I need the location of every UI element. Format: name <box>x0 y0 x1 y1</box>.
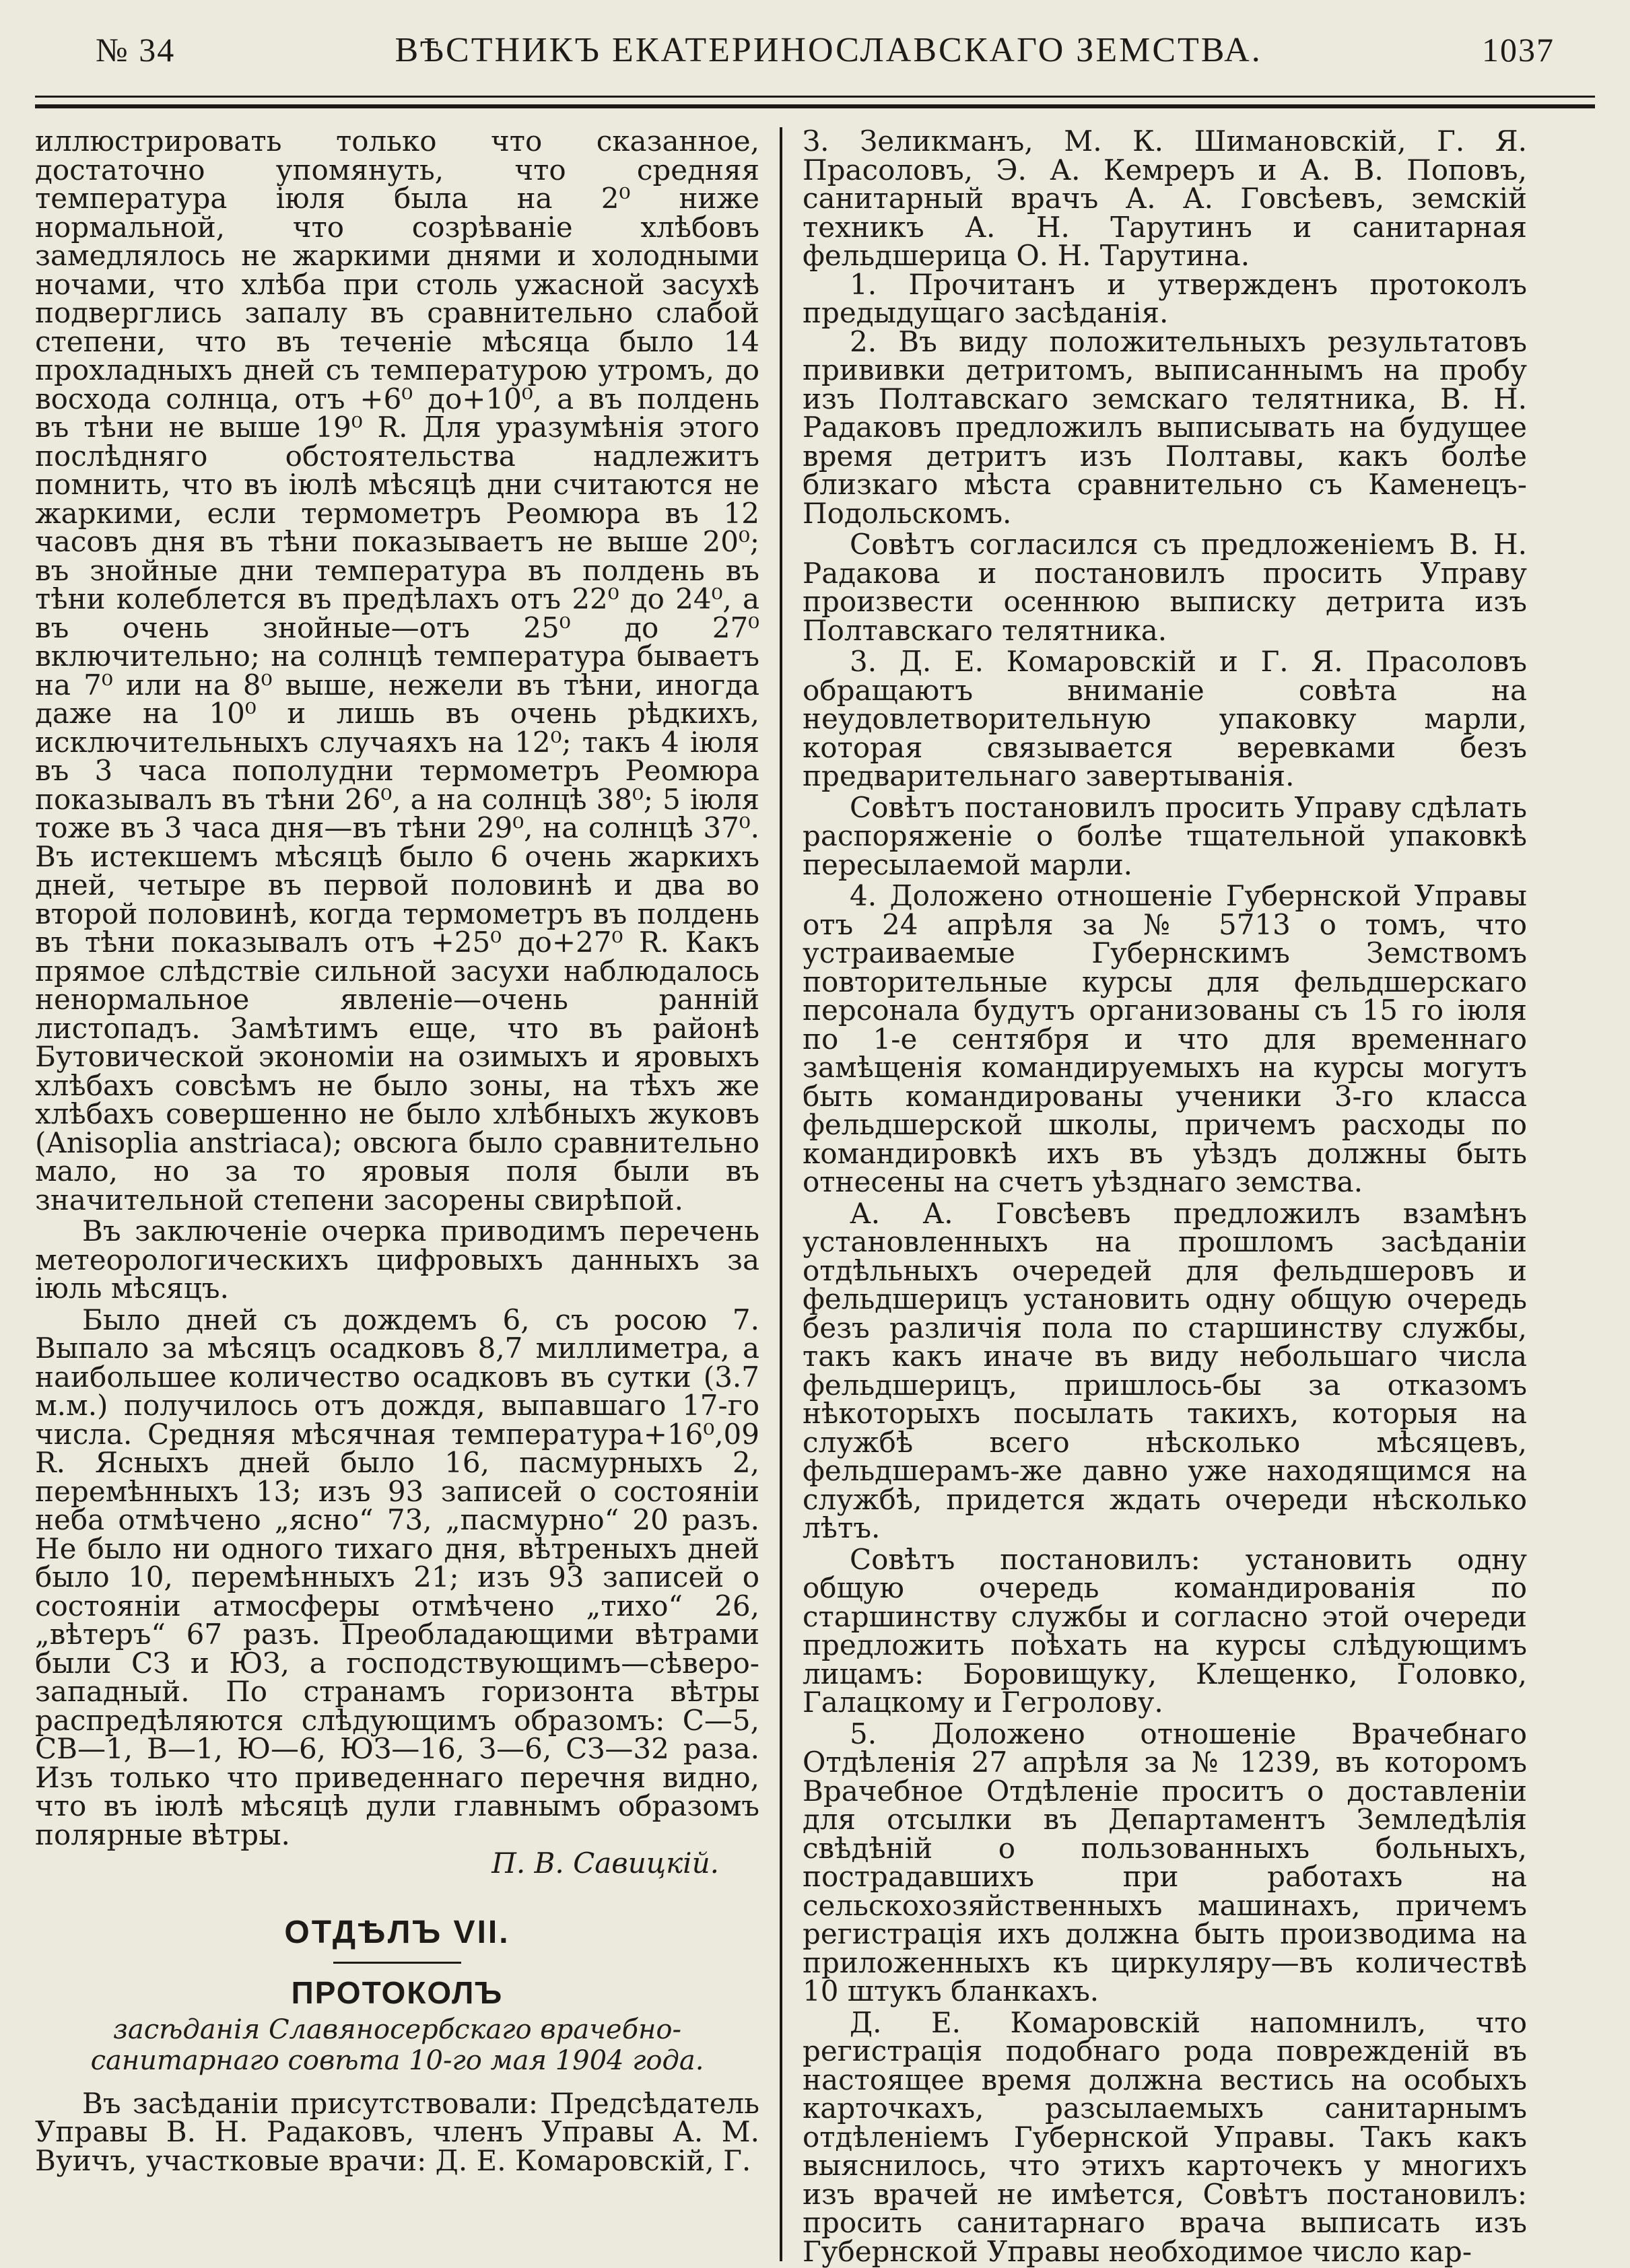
author-signature: П. В. Савицкій. <box>491 1847 719 1880</box>
journal-title: ВѢСТНИКЪ ЕКАТЕРИНОСЛАВСКАГО ЗЕМСТВА. <box>395 30 1262 69</box>
paragraph: Д. Е. Комаровскій напомнилъ, что регистрація подобнаго рода поврежденій въ настоящее время должна вестись на особыхъ карточкахъ, разсылаемыхъ санитарнымъ отдѣленіемъ Губернской Управы. Такъ какъ выяснилось, что этихъ карточекъ у многихъ изъ врачей не имѣется, Совѣтъ постановилъ: просить санитарнаго врача выписать изъ Губернской Управы необходимое число кар- <box>803 2005 1527 2268</box>
left-column <box>35 127 776 2261</box>
issue-number: № 34 <box>96 31 176 69</box>
paragraph: иллюстрировать только что сказанное, достаточно упомянуть, что средняя температура іюля была на 2⁰ ниже нормальной, что созрѣваніе хлѣбовъ замедлялось не жаркими днями и холодными ночами, что хлѣба при столь ужасной засухѣ подверглись запалу въ сравнительно слабой степени, что въ теченіе мѣсяца было 14 прохладныхъ дней съ температурою утромъ, до восхода солнца, отъ +6⁰ до+10⁰, а въ полдень въ тѣни не выше 19⁰ R. Для уразумѣнія этого послѣдняго обстоятельства надлежитъ помнить, что въ іюлѣ мѣсяцѣ дни считаются не жаркими, если термометръ Реомюра въ 12 часовъ дня въ тѣни показываетъ не выше 20⁰; въ знойные дни температура въ полдень въ тѣни колеблется въ предѣлахъ отъ 22⁰ до 24⁰, а въ очень знойные—отъ 25⁰ до 27⁰ включительно; на солнцѣ температура бываетъ на 7⁰ или на 8⁰ выше, нежели въ тѣни, иногда даже на 10⁰ и лишь въ очень рѣдкихъ, исключительныхъ случаяхъ на 12⁰; такъ 4 іюля въ 3 часа пополудни термометръ Реомюра показывалъ въ тѣни 26⁰, а на солнцѣ 38⁰; 5 іюля тоже въ 3 часа дня—въ тѣни 29⁰, на солнцѣ 37⁰. Въ истекшемъ мѣсяцѣ было 6 очень жаркихъ дней, четыре въ первой половинѣ и два во второй половинѣ, когда термометръ въ полдень въ тѣни показывалъ отъ +25⁰ до+27⁰ R. Какъ прямое слѣдствіе сильной засухи наблюдалось ненормальное явленіе—очень ранній листопадъ. Замѣтимъ еще, что въ районѣ Бутовической экономіи на озимыхъ и яровыхъ хлѣбахъ совсѣмъ не было зоны, на тѣхъ же хлѣбахъ совершенно не было хлѣбныхъ жуковъ (Anisoplia anstriaca); овсюга было сравнительно мало, но за то яровыя поля были въ значительной степени засорены свирѣпой. <box>35 125 759 1216</box>
paragraph: Въ засѣданіи присутствовали: Предсѣдатель Управы В. Н. Радаковъ, членъ Управы А. М. Вуичъ, участковые врачи: Д. Е. Комаровскій, Г. <box>35 2086 759 2177</box>
paragraph: 3. Д. Е. Комаровскій и Г. Я. Прасоловъ обращаютъ вниманіе совѣта на неудовлетворительную упаковку марли, которая связывается веревками безъ предварительнаго завертыванія. <box>803 645 1527 792</box>
paragraph: 1. Прочитанъ и утвержденъ протоколъ предыдущаго засѣданія. <box>803 267 1527 329</box>
paragraph: 5. Доложено отношеніе Врачебнаго Отдѣленія 27 апрѣля за № 1239, въ которомъ Врачебное Отдѣленіе проситъ о доставленіи для отсылки въ Департаментъ Земледѣлія свѣдѣній о пользованныхъ больныхъ, пострадавшихъ при работахъ на сельскохозяйственныхъ машинахъ, причемъ регистрація ихъ должна быть производима на приложенныхъ къ циркуляру—въ количествѣ 10 штукъ бланкахъ. <box>803 1717 1527 2007</box>
column-divider <box>780 127 782 2261</box>
paragraph: Совѣтъ постановилъ: установить одну общую очередь командированія по старшинству службы и согласно этой очереди предложить поѣхать на курсы слѣдующимъ лицамъ: Боровищуку, Клещенко, Головко, Галацкому и Гегролову. <box>803 1542 1527 1719</box>
paragraph: 2. Въ виду положительныхъ результатовъ прививки детритомъ, выписаннымъ на пробу изъ Полтавскаго земскаго телятника, В. Н. Радаковъ предложилъ выписывать на будущее время детритъ изъ Полтавы, какъ болѣе близкаго мѣста сравнительно съ Каменецъ-Подольскомъ. <box>803 324 1527 530</box>
header-rule <box>35 96 1595 108</box>
page-number: 1037 <box>1481 31 1555 69</box>
paragraph: Совѣтъ согласился съ предложеніемъ В. Н. Радакова и постановилъ просить Управу произвести осеннюю выписку детрита изъ Полтавскаго телятника. <box>803 528 1527 647</box>
paragraph: Въ заключеніе очерка приводимъ перечень метеорологическихъ цифровыхъ данныхъ за іюль мѣсяцъ. <box>35 1214 759 1305</box>
page-header <box>35 19 1595 81</box>
paragraph: З. Зеликманъ, М. К. Шимановскій, Г. Я. Прасоловъ, Э. А. Кемреръ и А. В. Поповъ, санитарный врачъ А. А. Говсѣевъ, земскій техникъ А. Н. Тарутинъ и санитарная фельдшерица О. Н. Тарутина. <box>803 125 1527 272</box>
right-column <box>786 125 1527 2268</box>
protocol-title: ПРОТОКОЛЪ <box>291 1975 504 2010</box>
paragraph: Совѣтъ постановилъ просить Управу сдѣлать распоряженіе о болѣе тщательной упаковкѣ пересылаемой марли. <box>803 790 1527 881</box>
text-columns <box>35 125 1595 2268</box>
section-rule <box>333 1962 461 1964</box>
paragraph: 4. Доложено отношеніе Губернской Управы отъ 24 апрѣля за № 5713 о томъ, что устраиваемые Губернскимъ Земствомъ повторительные курсы для фельдшерскаго персонала будутъ организованы съ 15 го іюля по 1-е сентября и что для временнаго замѣщенія командируемыхъ на курсы могутъ быть командированы ученики 3-го класса фельдшерской школы, причемъ расходы по командировкѣ ихъ въ уѣздъ должны быть отнесены на счетъ уѣзднаго земства. <box>803 879 1527 1198</box>
paragraph: А. А. Говсѣевъ предложилъ взамѣнъ установленныхъ на прошломъ засѣданіи отдѣльныхъ очередей для фельдшеровъ и фельдшерицъ установить одну общую очередь безъ различія пола по старшинству службы, такъ какъ иначе въ виду небольшаго числа фельдшерицъ, пришлось-бы за отказомъ нѣкоторыхъ посылать такихъ, которыя на службѣ всего нѣсколько мѣсяцевъ, фельдшерамъ-же давно уже находящимся на службѣ, придется ждать очереди нѣсколько лѣтъ. <box>803 1196 1527 1544</box>
protocol-subtitle: засѣданія Славяносербскаго врачебно-санитарнаго совѣта 10-го мая 1904 года. <box>90 2014 704 2076</box>
paragraph: Было дней съ дождемъ 6, съ росою 7. Выпало за мѣсяцъ осадковъ 8,7 миллиметра, а наибольшее количество осадковъ въ сутки (3.7 м.м.) получилось отъ дождя, выпавшаго 17-го числа. Средняя мѣсячная температура+16⁰,09 R. Ясныхъ дней было 16, пасмурныхъ 2, перемѣнныхъ 13; изъ 93 записей о состояніи неба отмѣчено „ясно“ 73, „пасмурно“ 20 разъ. Не было ни одного тихаго дня, вѣтреныхъ дней было 10, перемѣнныхъ 21; изъ 93 записей о состояніи атмосферы отмѣчено „тихо“ 26, „вѣтеръ“ 67 разъ. Преобладающими вѣтрами были СЗ и ЮЗ, а господствующимъ—сѣверо-западный. По странамъ горизонта вѣтры распредѣляются слѣдующимъ образомъ: С—5, СВ—1, В—1, Ю—6, ЮЗ—16, З—6, СЗ—32 раза. Изъ только что приведеннаго перечня видно, что въ іюлѣ мѣсяцѣ дули главнымъ образомъ полярные вѣтры. <box>35 1303 759 1851</box>
section-title: ОТДѢЛЪ VII. <box>284 1914 510 1950</box>
